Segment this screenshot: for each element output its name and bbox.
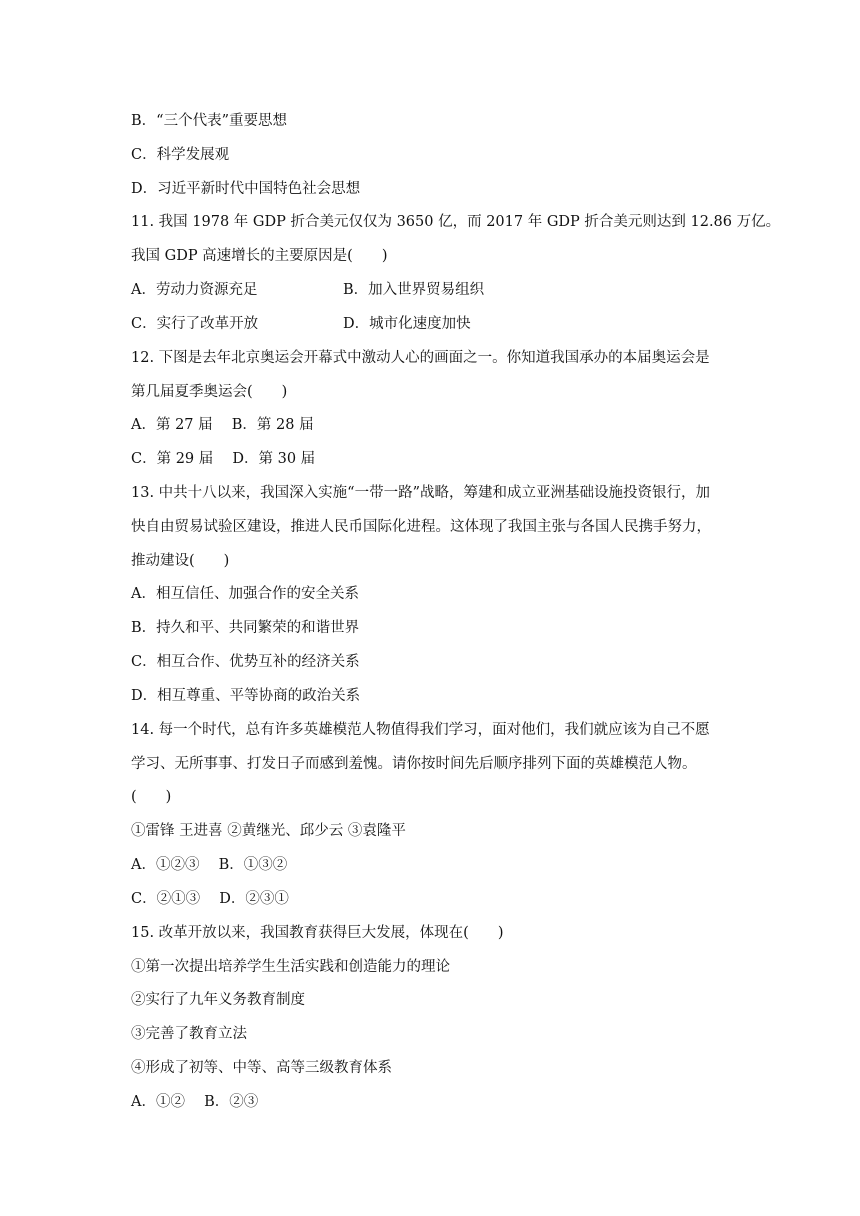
q15-options-ab: A．①② B．②③ <box>131 1094 259 1110</box>
q13-stem-line-3: 推动建设( ) <box>131 553 230 569</box>
q14-stem-line-1: 14. 每一个时代，总有许多英雄模范人物值得我们学习，面对他们，我们就应该为自己不愿 <box>131 722 710 738</box>
q13-option-d: D．相互尊重、平等协商的政治关系 <box>131 688 361 704</box>
q14-options-ab: A．①②③ B．①③② <box>131 857 288 873</box>
q15-stem: 15. 改革开放以来，我国教育获得巨大发展，体现在( ) <box>131 925 504 941</box>
q10-option-d: D．习近平新时代中国特色社会思想 <box>131 181 361 197</box>
q13-option-a: A．相互信任、加强合作的安全关系 <box>131 586 359 602</box>
q13-option-c: C．相互合作、优势互补的经济关系 <box>131 654 360 670</box>
q12-stem-line-2: 第几届夏季奥运会( ) <box>131 384 288 400</box>
q11-option-a: A．劳动力资源充足 <box>131 282 258 298</box>
q13-option-b: B．持久和平、共同繁荣的和谐世界 <box>131 620 360 636</box>
q12-stem-line-1: 12. 下图是去年北京奥运会开幕式中激动人心的画面之一。你知道我国承办的本届奥运会是 <box>131 350 710 366</box>
q10-option-b: B．“三个代表”重要思想 <box>131 113 287 129</box>
q11-option-b: B．加入世界贸易组织 <box>343 282 485 298</box>
q14-items: ①雷锋 王进喜 ②黄继光、邱少云 ③袁隆平 <box>131 823 406 839</box>
q14-stem-line-2: 学习、无所事事、打发日子而感到羞愧。请你按时间先后顺序排列下面的英雄模范人物。 <box>131 756 697 772</box>
q13-stem-line-2: 快自由贸易试验区建设，推进人民币国际化进程。这体现了我国主张与各国人民携手努力， <box>131 519 711 535</box>
q11-option-d: D．城市化速度加快 <box>343 316 471 332</box>
q11-stem-line-1: 11. 我国 1978 年 GDP 折合美元仅仅为 3650 亿，而 2017 年 GDP 折合美元则达到 12.86 万亿。 <box>131 214 781 230</box>
q15-item-4: ④形成了初等、中等、高等三级教育体系 <box>131 1060 392 1076</box>
q10-option-c: C．科学发展观 <box>131 147 230 163</box>
q11-option-c: C．实行了改革开放 <box>131 316 259 332</box>
q12-options-ab: A．第 27 届 B．第 28 届 <box>131 417 314 433</box>
q13-stem-line-1: 13. 中共十八以来，我国深入实施“一带一路”战略，筹建和成立亚洲基础设施投资银行，加 <box>131 485 710 501</box>
q14-options-cd: C．②①③ D．②③① <box>131 891 289 907</box>
q15-item-2: ②实行了九年义务教育制度 <box>131 992 305 1008</box>
q15-item-1: ①第一次提出培养学生生活实践和创造能力的理论 <box>131 959 450 975</box>
q14-answer-blank: ( ) <box>131 789 172 805</box>
q12-options-cd: C．第 29 届 D．第 30 届 <box>131 451 316 467</box>
q15-item-3: ③完善了教育立法 <box>131 1026 247 1042</box>
q11-stem-line-2: 我国 GDP 高速增长的主要原因是( ) <box>131 248 388 264</box>
